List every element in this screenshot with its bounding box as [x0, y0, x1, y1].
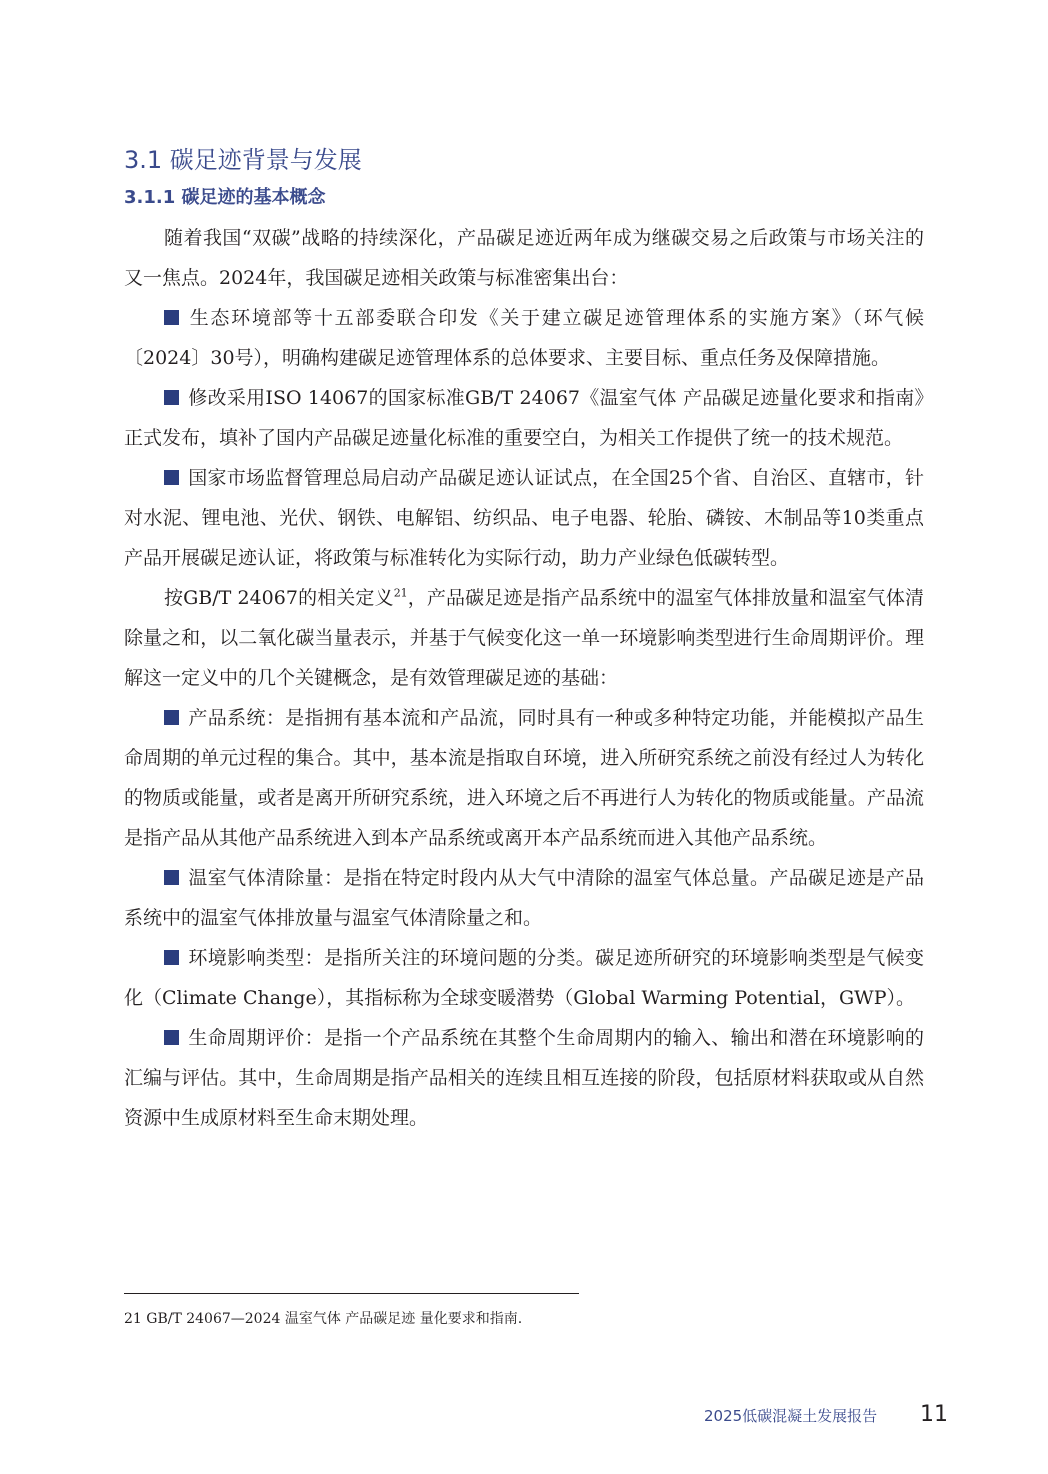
subsection-heading: 3.1.1 碳足迹的基本概念: [124, 187, 326, 208]
bullet-text: 环境影响类型：是指所关注的环境问题的分类。碳足迹所研究的环境影响类型是气候变化（Climate Change），其指标称为全球变暖潜势（Global Warming Potential，GWP）。: [124, 947, 924, 1009]
square-bullet-icon: [164, 710, 179, 725]
body-text: [124, 218, 924, 1138]
bullet-text: 国家市场监督管理总局启动产品碳足迹认证试点，在全国25个省、自治区、直辖市，针对水泥、锂电池、光伏、钢铁、电解铝、纺织品、电子电器、轮胎、磷铵、木制品等10类重点产品开展碳足迹认证，将政策与标准转化为实际行动，助力产业绿色低碳转型。: [124, 467, 924, 569]
page-number: 11: [920, 1402, 948, 1427]
bullet-item: [124, 298, 924, 378]
square-bullet-icon: [164, 470, 179, 485]
definition-text-end: ，产品碳足迹是指产品系统中的温室气体排放量和温室气体清除量之和，以二氧化碳当量表示，并基于气候变化这一单一环境影响类型进行生命周期评价。理解这一定义中的几个关键概念，是有效管理碳足迹的基础：: [124, 587, 924, 689]
bullet-text: 温室气体清除量：是指在特定时段内从大气中清除的温室气体总量。产品碳足迹是产品系统中的温室气体排放量与温室气体清除量之和。: [124, 867, 924, 929]
paragraph-intro: 随着我国“双碳”战略的持续深化，产品碳足迹近两年成为继碳交易之后政策与市场关注的又一焦点。2024年，我国碳足迹相关政策与标准密集出台：: [124, 227, 924, 289]
footnote-ref: 21: [393, 586, 408, 600]
footnote: 21 GB/T 24067—2024 温室气体 产品碳足迹 量化要求和指南.: [124, 1311, 523, 1327]
definition-text-start: 按GB/T 24067的相关定义: [164, 587, 394, 609]
bullet-text: 生态环境部等十五部委联合印发《关于建立碳足迹管理体系的实施方案》（环气候〔2024〕30号），明确构建碳足迹管理体系的总体要求、主要目标、重点任务及保障措施。: [124, 307, 924, 369]
section-heading: 3.1 碳足迹背景与发展: [124, 146, 362, 174]
paragraph-definition: [124, 578, 924, 698]
bullet-item: [124, 938, 924, 1018]
bullet-text: 生命周期评价：是指一个产品系统在其整个生命周期内的输入、输出和潜在环境影响的汇编与评估。其中，生命周期是指产品相关的连续且相互连接的阶段，包括原材料获取或从自然资源中生成原材料至生命末期处理。: [124, 1027, 924, 1129]
footer-report-title: 2025低碳混凝土发展报告: [704, 1407, 878, 1425]
bullet-text: 产品系统：是指拥有基本流和产品流，同时具有一种或多种特定功能，并能模拟产品生命周期的单元过程的集合。其中，基本流是指取自环境，进入所研究系统之前没有经过人为转化的物质或能量，或者是离开所研究系统，进入环境之后不再进行人为转化的物质或能量。产品流是指产品从其他产品系统进入到本产品系统或离开本产品系统而进入其他产品系统。: [124, 707, 924, 849]
bullet-item: [124, 378, 924, 458]
square-bullet-icon: [164, 1030, 179, 1045]
footnote-divider: [124, 1293, 579, 1294]
bullet-item: [124, 698, 924, 858]
bullet-item: [124, 458, 924, 578]
square-bullet-icon: [164, 870, 179, 885]
square-bullet-icon: [164, 950, 179, 965]
square-bullet-icon: [164, 390, 179, 405]
bullet-text: 修改采用ISO 14067的国家标准GB/T 24067《温室气体 产品碳足迹量化要求和指南》正式发布，填补了国内产品碳足迹量化标准的重要空白，为相关工作提供了统一的技术规范。: [124, 387, 924, 449]
square-bullet-icon: [164, 310, 179, 325]
bullet-item: [124, 858, 924, 938]
bullet-item: [124, 1018, 924, 1138]
